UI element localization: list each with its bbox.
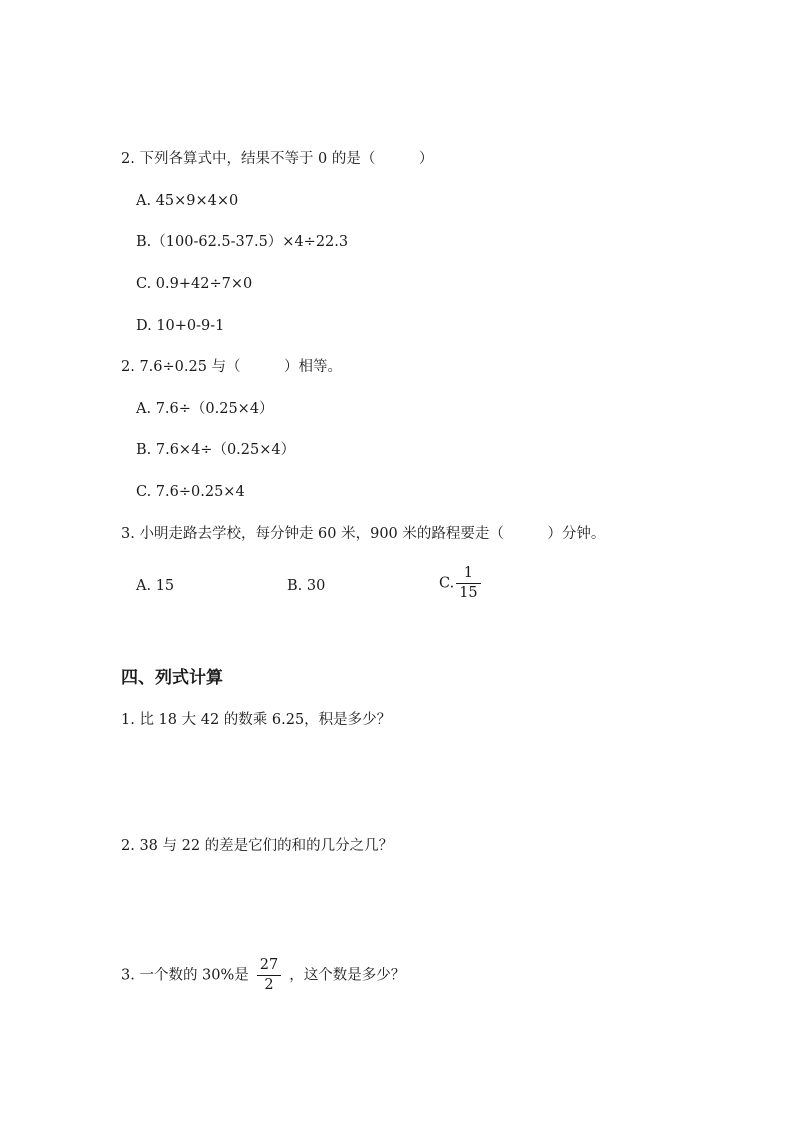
question-2-option-d: D. 10+0-9-1 xyxy=(136,318,225,334)
question-2b-option-c: C. 7.6÷0.25×4 xyxy=(136,484,245,500)
fraction-27-over-2 xyxy=(257,957,281,994)
question-2-stem: 2. 下列各算式中，结果不等于 0 的是（ ） xyxy=(121,151,434,167)
question-3-option-c xyxy=(439,565,483,602)
question-3-option-a: A. 15 xyxy=(136,578,175,594)
fraction-denominator: 15 xyxy=(459,585,478,601)
section-4-question-2: 2. 38 与 22 的差是它们的和的几分之几？ xyxy=(121,838,394,854)
fraction-bar xyxy=(257,975,281,976)
question-3-stem: 3. 小明走路去学校，每分钟走 60 米，900 米的路程要走（ ）分钟。 xyxy=(121,526,606,542)
question-3-option-b: B. 30 xyxy=(287,578,326,594)
fraction-numerator: 27 xyxy=(259,957,279,973)
fraction-numerator: 1 xyxy=(463,565,474,581)
option-c-label: C. xyxy=(439,575,455,592)
question-2-option-b: B.（100-62.5-37.5）×4÷22.3 xyxy=(136,234,349,250)
fraction-1-over-15 xyxy=(456,565,480,602)
section-4-question-1: 1. 比 18 大 42 的数乘 6.25，积是多少？ xyxy=(121,712,392,728)
fraction-bar xyxy=(456,583,480,584)
question-2-option-c: C. 0.9+42÷7×0 xyxy=(136,276,253,292)
question-2b-option-b: B. 7.6×4÷（0.25×4） xyxy=(136,442,296,458)
fraction-denominator: 2 xyxy=(264,977,274,993)
question-2-option-a: A. 45×9×4×0 xyxy=(136,193,239,209)
question-2b-option-a: A. 7.6÷（0.25×4） xyxy=(136,401,274,417)
question-3-suffix: ，这个数是多少？ xyxy=(289,967,406,984)
question-2b-stem: 2. 7.6÷0.25 与（ ）相等。 xyxy=(121,359,343,375)
section-4-heading: 四、列式计算 xyxy=(121,668,223,688)
section-4-question-3 xyxy=(121,957,405,994)
question-3-prefix: 3. 一个数的 30%是 xyxy=(121,967,249,984)
